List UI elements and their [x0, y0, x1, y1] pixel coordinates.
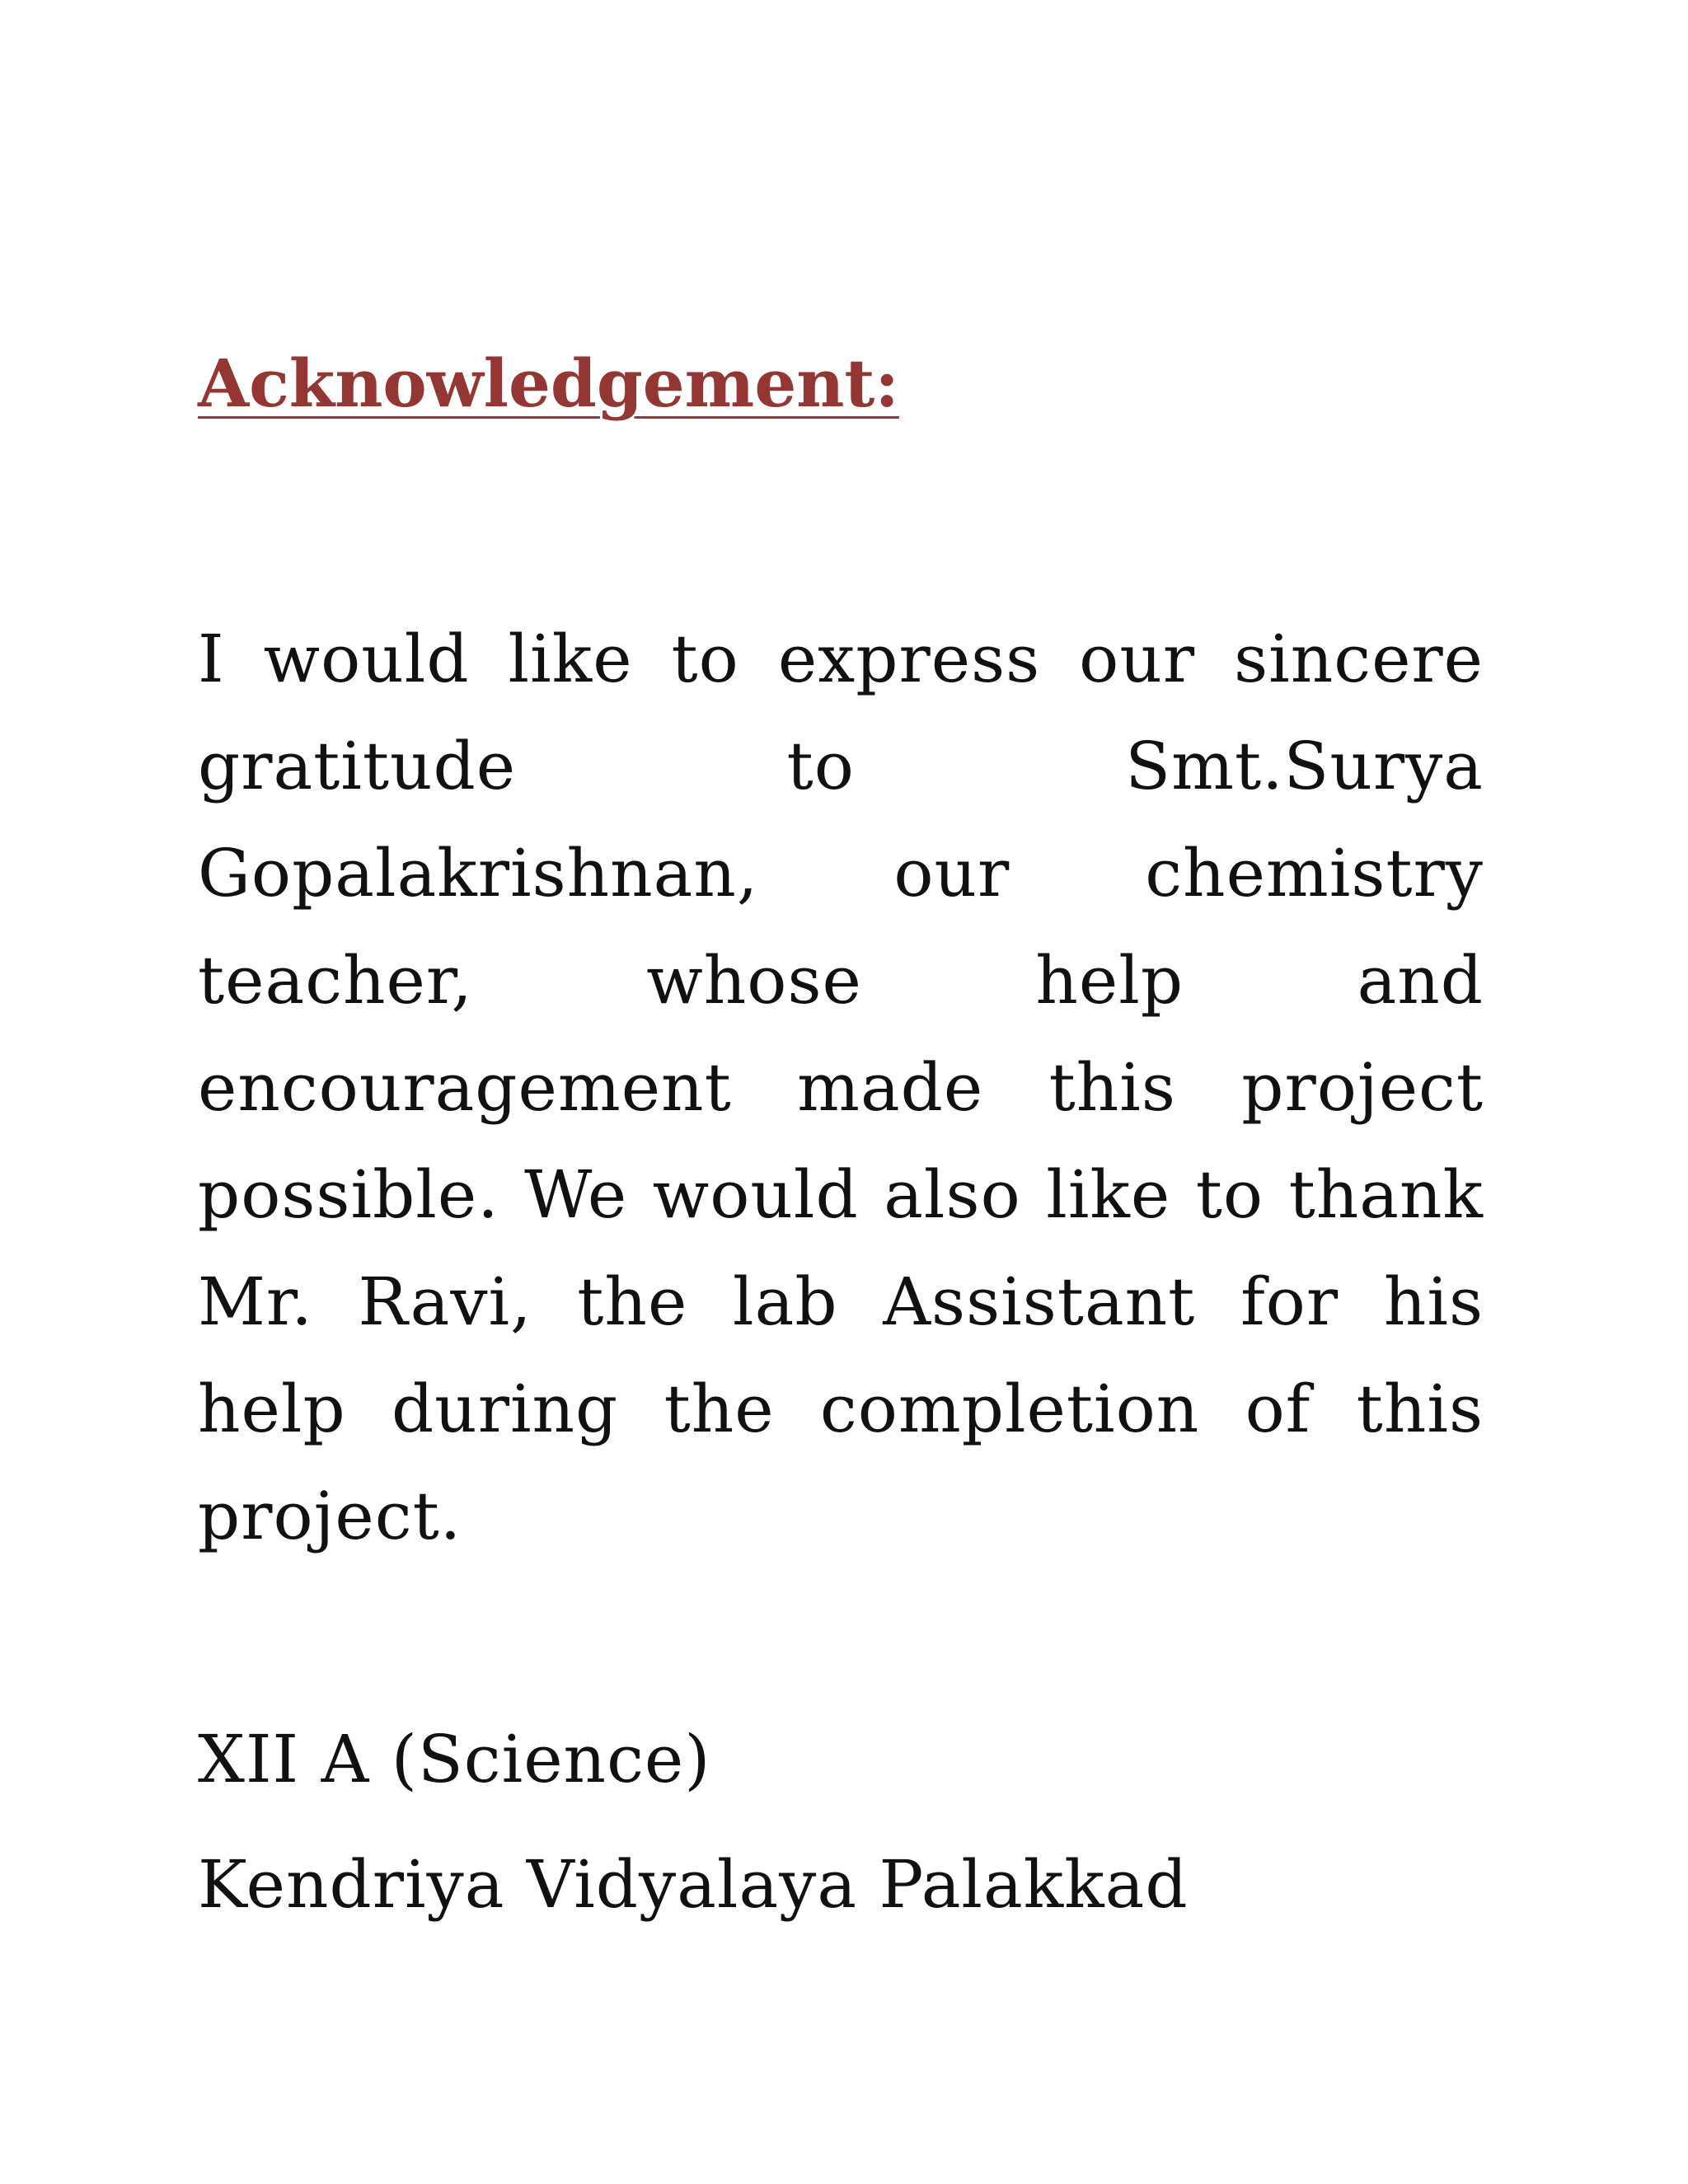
acknowledgement-heading: Acknowledgement: [198, 344, 899, 422]
signature-block [198, 1718, 1484, 1926]
school-line: Kendriya Vidyalaya Palakkad [198, 1846, 1189, 1923]
acknowledgement-paragraph: I would like to express our sincere gratitude to Smt.Surya Gopalakrishnan, our chemistry teacher, whose help and encouragement made this project possible. We would also like to thank Mr. Ravi, the lab Assistant for his help during the completion of this project. [198, 621, 1484, 1554]
class-line: XII A (Science) [198, 1721, 711, 1797]
document-content [198, 326, 1484, 1969]
